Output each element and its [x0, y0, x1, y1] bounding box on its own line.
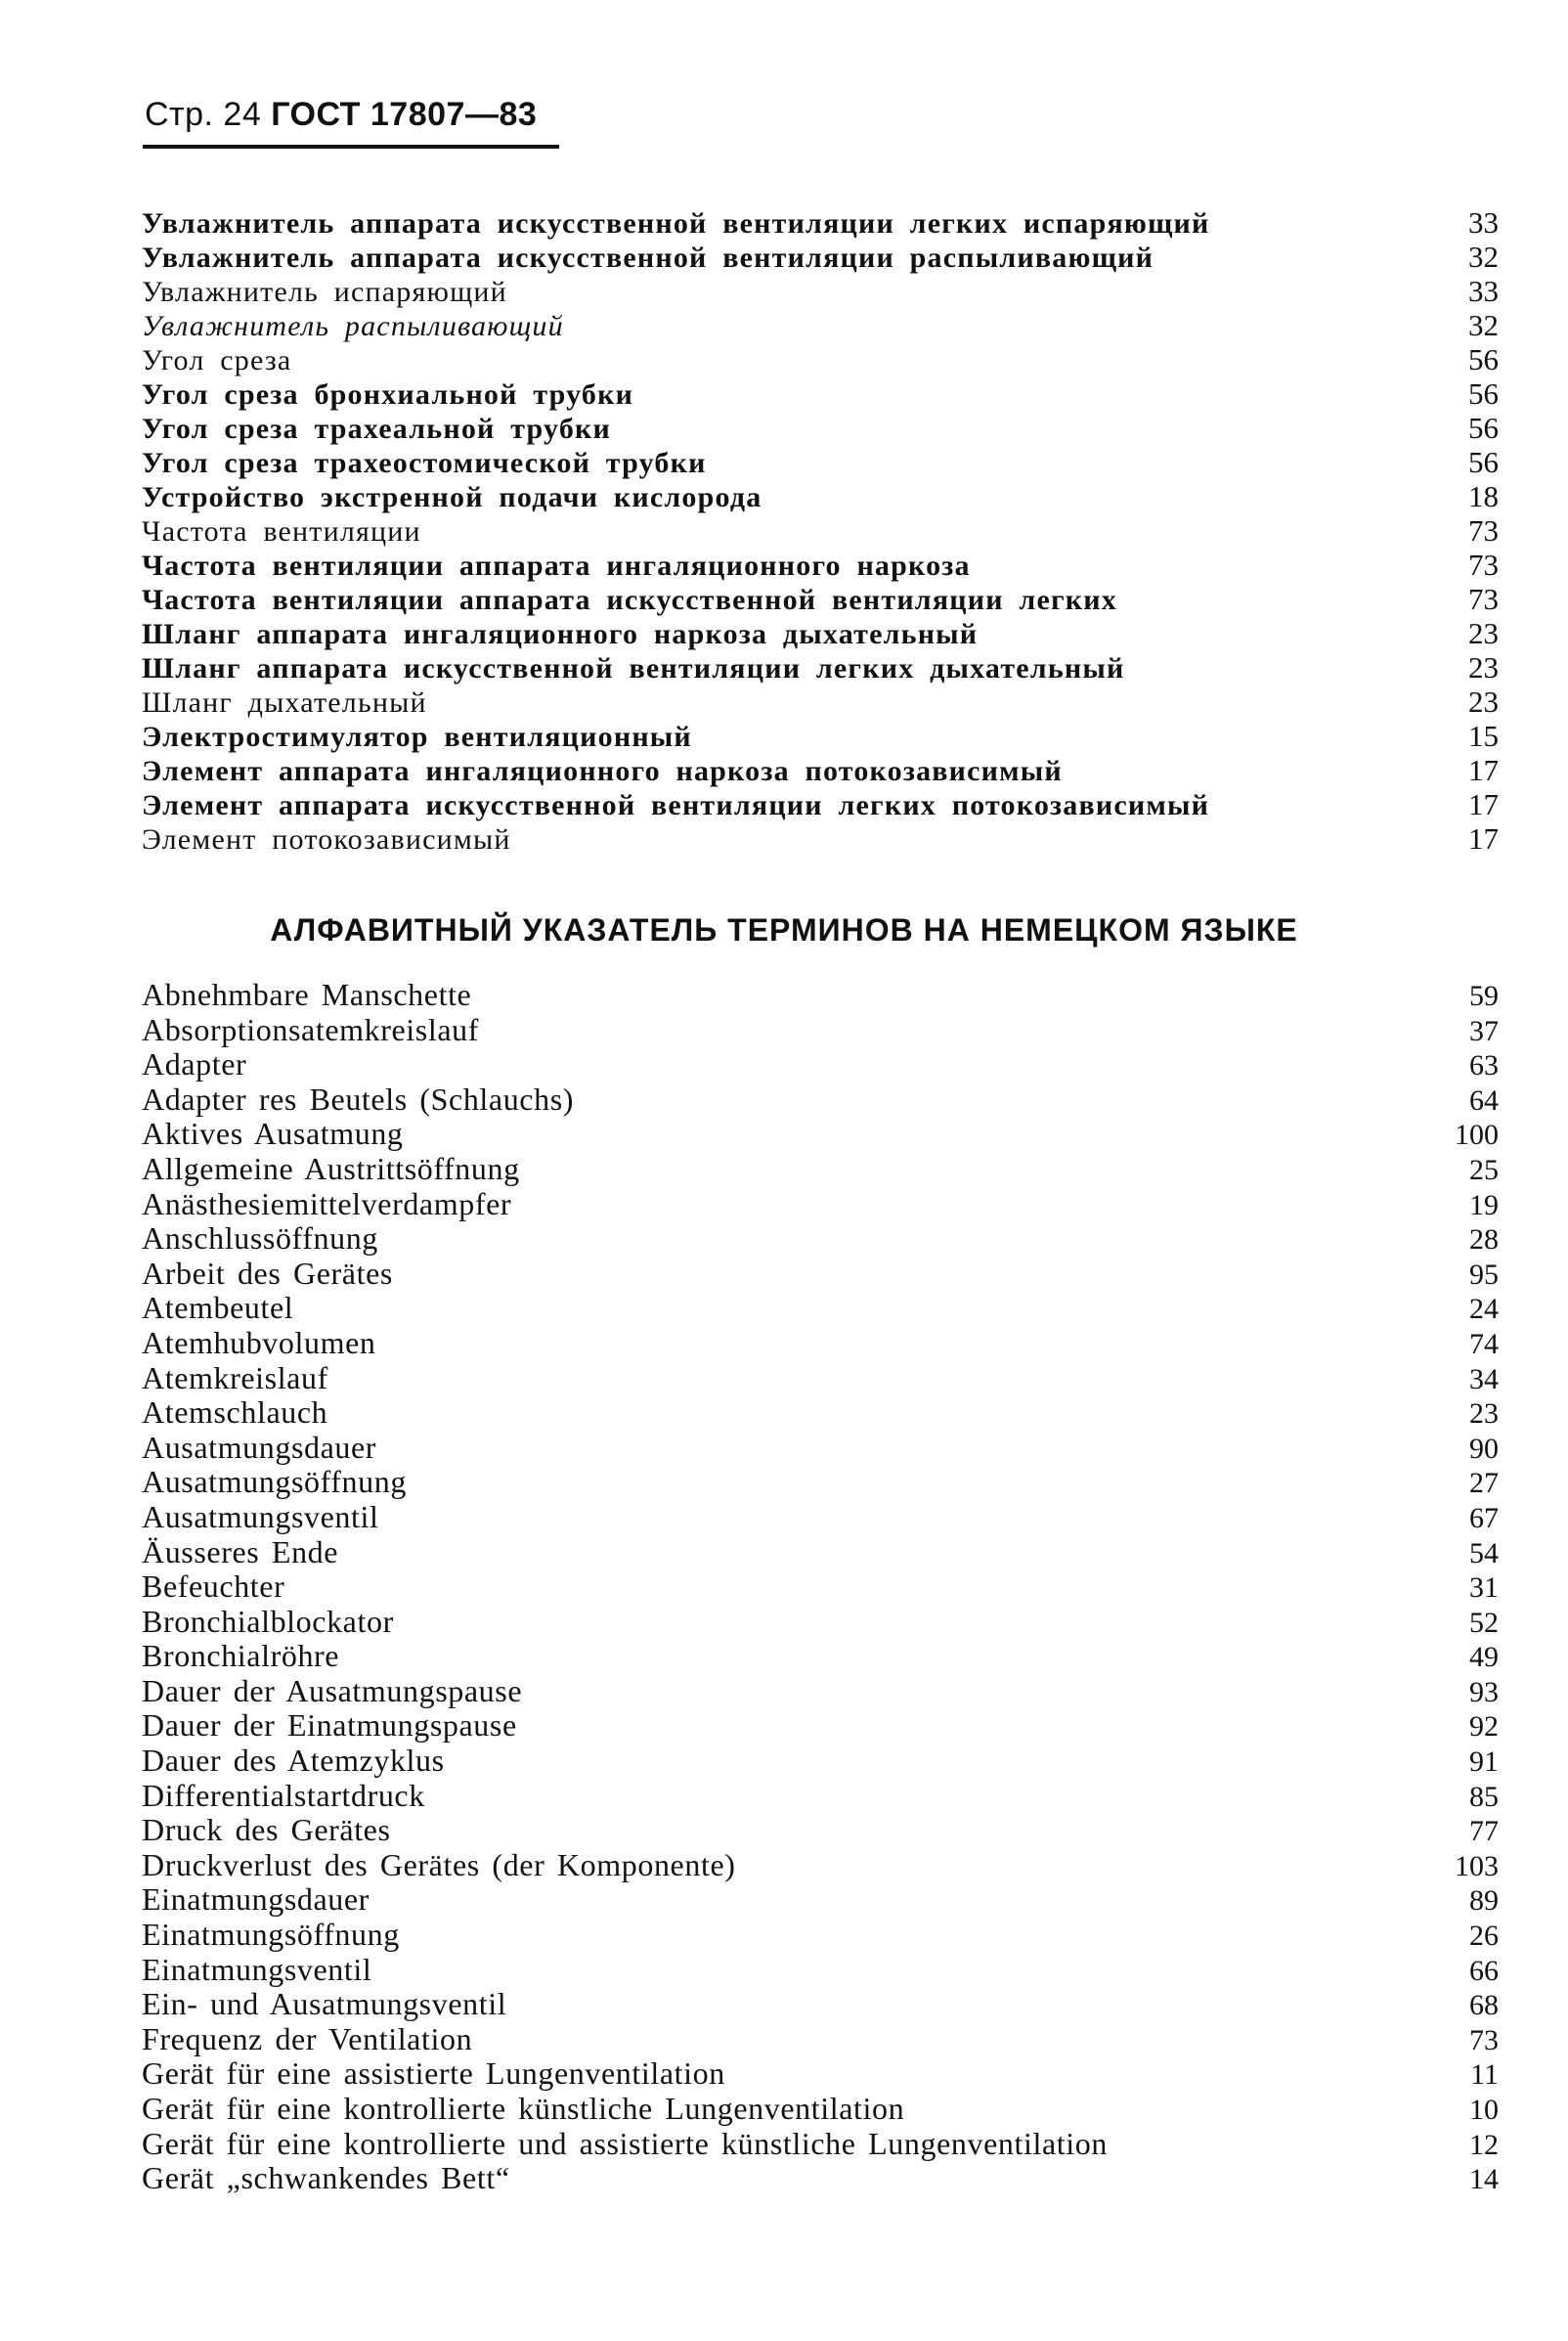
page-number: Стр. 24: [145, 96, 262, 133]
index-term: Элемент аппарата искусственной вентиляции легких потокозависимый: [142, 789, 1210, 821]
index-term: Einatmungsöffnung: [142, 1917, 400, 1953]
index-term: Atemhubvolumen: [142, 1324, 376, 1360]
index-term: Частота вентиляции аппарата искусственной вентиляции легких: [142, 584, 1117, 616]
standard-number: ГОСТ 17807—83: [271, 96, 538, 133]
german-index-row: [142, 1708, 1499, 1744]
russian-index-row: [142, 821, 1499, 856]
index-page-number: 74: [1469, 1327, 1499, 1360]
german-index-row: [142, 1918, 1499, 1953]
index-page-number: 89: [1469, 1884, 1499, 1918]
index-page-number: 24: [1469, 1293, 1499, 1326]
russian-index-row: [142, 685, 1499, 719]
index-term: Gerät „schwankendes Bett“: [142, 2160, 510, 2196]
german-index-row: [142, 1535, 1499, 1570]
index-page-number: 90: [1469, 1432, 1499, 1465]
index-page-number: 59: [1469, 980, 1499, 1012]
german-index-row: [142, 1326, 1499, 1361]
index-term: Шланг дыхательный: [142, 686, 427, 719]
index-page-number: 54: [1469, 1536, 1499, 1569]
index-term: Aktives Ausatmung: [142, 1116, 404, 1152]
index-term: Угол среза бронхиальной трубки: [142, 378, 634, 411]
index-term: Dauer der Ausatmungspause: [142, 1672, 523, 1708]
german-index-row: [142, 1569, 1499, 1605]
index-page-number: 23: [1468, 616, 1499, 650]
index-page-number: 103: [1455, 1849, 1499, 1882]
index-page-number: 28: [1469, 1223, 1499, 1257]
german-index-row: [142, 1291, 1499, 1326]
russian-index-row: [142, 616, 1499, 650]
russian-index-row: [142, 411, 1499, 445]
index-term: Bronchialröhre: [142, 1638, 340, 1674]
index-term: Ausatmungsventil: [142, 1498, 379, 1534]
index-term: Элемент аппарата ингаляционного наркоза потокозависимый: [142, 755, 1063, 787]
russian-index-row: [142, 342, 1499, 376]
index-term: Atembeutel: [142, 1290, 294, 1326]
german-index-row: [142, 2092, 1499, 2127]
german-index-row: [142, 1187, 1499, 1222]
index-page-number: 91: [1469, 1745, 1499, 1779]
index-page-number: 56: [1468, 411, 1499, 445]
index-page-number: 77: [1469, 1815, 1499, 1848]
german-index-row: [142, 2022, 1499, 2057]
index-term: Шланг аппарата искусственной вентиляции легких дыхательный: [142, 652, 1125, 685]
index-page-number: 66: [1469, 1954, 1499, 1987]
german-index-row: [142, 1605, 1499, 1640]
german-index-row: [142, 1848, 1499, 1883]
german-index-row: [142, 1221, 1499, 1257]
index-page-number: 73: [1468, 582, 1499, 616]
german-index-row: [142, 1639, 1499, 1674]
index-term: Adapter res Beutels (Schlauchs): [142, 1081, 575, 1117]
russian-index-row: [142, 479, 1499, 513]
index-term: Atemkreislauf: [142, 1359, 328, 1395]
index-term: Ausatmungsdauer: [142, 1429, 377, 1465]
index-term: Druck des Gerätes: [142, 1812, 391, 1848]
index-term: Dauer des Atemzyklus: [142, 1743, 445, 1779]
index-term: Увлажнитель распыливающий: [142, 310, 564, 342]
index-term: Einatmungsventil: [142, 1951, 372, 1987]
index-page-number: 73: [1468, 548, 1499, 582]
index-term: Atemschlauch: [142, 1394, 328, 1431]
russian-index-row: [142, 513, 1499, 548]
index-page-number: 34: [1469, 1362, 1499, 1395]
russian-index-row: [142, 787, 1499, 821]
index-page-number: 15: [1468, 719, 1499, 753]
page-header: [145, 96, 537, 134]
header-rule: [143, 145, 559, 149]
german-index-row: [142, 1013, 1499, 1048]
index-term: Частота вентиляции аппарата ингаляционного наркоза: [142, 550, 971, 582]
index-page-number: 32: [1468, 240, 1499, 274]
index-term: Увлажнитель аппарата искусственной вентиляции легких испаряющий: [142, 207, 1210, 240]
index-page-number: 56: [1468, 376, 1499, 411]
index-page-number: 11: [1470, 2058, 1499, 2092]
index-term: Frequenz der Ventilation: [142, 2020, 473, 2056]
index-term: Adapter: [142, 1046, 247, 1082]
index-page-number: 27: [1469, 1467, 1499, 1500]
index-term: Dauer der Einatmungspause: [142, 1707, 517, 1744]
index-page-number: 67: [1469, 1501, 1499, 1534]
index-page-number: 92: [1469, 1710, 1499, 1744]
index-page-number: 56: [1468, 445, 1499, 479]
index-term: Äusseres Ende: [142, 1533, 339, 1569]
russian-index-row: [142, 650, 1499, 685]
german-index-row: [142, 1257, 1499, 1292]
index-page-number: 64: [1469, 1083, 1499, 1117]
index-term: Anästhesiemittelverdampfer: [142, 1185, 512, 1221]
german-index-row: [142, 1674, 1499, 1709]
german-index-row: [142, 1500, 1499, 1535]
index-term: Allgemeine Austrittsöffnung: [142, 1150, 520, 1186]
index-page-number: 93: [1469, 1675, 1499, 1708]
russian-index-row: [142, 753, 1499, 787]
index-page-number: 49: [1469, 1641, 1499, 1674]
index-term: Gerät für eine kontrollierte künstliche Lungenventilation: [142, 2091, 905, 2126]
index-page-number: 17: [1468, 821, 1499, 856]
index-term: Absorptionsatemkreislauf: [142, 1011, 479, 1047]
german-index-row: [142, 1361, 1499, 1396]
german-index-row: [142, 1779, 1499, 1814]
german-index-row: [142, 1813, 1499, 1848]
index-page-number: 12: [1469, 2128, 1499, 2161]
index-page-number: 23: [1468, 650, 1499, 685]
russian-index-row: [142, 719, 1499, 753]
russian-index-row: [142, 240, 1499, 274]
russian-index-row: [142, 308, 1499, 342]
index-term: Bronchialblockator: [142, 1603, 394, 1639]
index-term: Увлажнитель аппарата искусственной вентиляции распыливающий: [142, 242, 1154, 274]
german-index-row: [142, 1431, 1499, 1466]
index-page-number: 31: [1469, 1571, 1499, 1605]
german-index-row: [142, 2056, 1499, 2092]
russian-index-row: [142, 205, 1499, 240]
russian-term-index: [142, 205, 1499, 856]
index-page-number: 95: [1469, 1258, 1499, 1291]
index-page-number: 63: [1469, 1049, 1499, 1082]
index-term: Электростимулятор вентиляционный: [142, 721, 692, 753]
index-term: Differentialstartdruck: [142, 1777, 425, 1813]
index-page-number: 73: [1468, 513, 1499, 548]
german-index-row: [142, 1744, 1499, 1779]
index-page-number: 14: [1469, 2163, 1499, 2196]
index-page-number: 26: [1469, 1920, 1499, 1953]
index-term: Einatmungsdauer: [142, 1881, 370, 1918]
german-index-row: [142, 1117, 1499, 1152]
german-index-row: [142, 1465, 1499, 1500]
index-page-number: 33: [1468, 205, 1499, 240]
index-term: Befeuchter: [142, 1568, 285, 1605]
index-page-number: 37: [1469, 1014, 1499, 1047]
russian-index-row: [142, 274, 1499, 308]
index-page-number: 52: [1469, 1606, 1499, 1639]
index-page-number: 68: [1469, 1989, 1499, 2022]
russian-index-row: [142, 582, 1499, 616]
index-term: Увлажнитель испаряющий: [142, 276, 507, 308]
index-page-number: 56: [1468, 342, 1499, 376]
german-index-row: [142, 1395, 1499, 1431]
index-term: Gerät für eine assistierte Lungenventilation: [142, 2055, 725, 2092]
index-term: Угол среза трахеостомической трубки: [142, 447, 707, 479]
index-term: Элемент потокозависимый: [142, 823, 511, 856]
index-term: Anschlussöffnung: [142, 1220, 378, 1257]
index-page-number: 17: [1468, 787, 1499, 821]
index-page-number: 19: [1469, 1188, 1499, 1221]
index-page-number: 10: [1469, 2094, 1499, 2126]
russian-index-row: [142, 548, 1499, 582]
section-title: АЛФАВИТНЫЙ УКАЗАТЕЛЬ ТЕРМИНОВ НА НЕМЕЦКОМ ЯЗЫКЕ: [270, 912, 1298, 948]
german-index-row: [142, 2161, 1499, 2196]
index-term: Gerät für eine kontrollierte und assistierte künstliche Lungenventilation: [142, 2125, 1108, 2161]
index-term: Druckverlust des Gerätes (der Komponente): [142, 1846, 736, 1882]
german-index-row: [142, 1882, 1499, 1918]
index-page-number: 100: [1455, 1119, 1499, 1152]
german-index-row: [142, 978, 1499, 1013]
german-index-row: [142, 2127, 1499, 2162]
index-term: Abnehmbare Manschette: [142, 977, 472, 1012]
german-index-row: [142, 1953, 1499, 1988]
index-page-number: 23: [1468, 685, 1499, 719]
index-page-number: 25: [1469, 1153, 1499, 1186]
german-index-row: [142, 1152, 1499, 1187]
german-index-row: [142, 1082, 1499, 1118]
index-term: Угол среза трахеальной трубки: [142, 413, 611, 445]
index-page-number: 73: [1469, 2023, 1499, 2056]
index-term: Ausatmungsöffnung: [142, 1464, 407, 1500]
index-term: Arbeit des Gerätes: [142, 1255, 393, 1291]
german-index-row: [142, 1047, 1499, 1082]
index-term: Шланг аппарата ингаляционного наркоза дыхательный: [142, 618, 979, 650]
index-term: Угол среза: [142, 344, 292, 376]
index-page-number: 23: [1469, 1397, 1499, 1431]
german-term-index: [142, 978, 1499, 2196]
index-term: Устройство экстренной подачи кислорода: [142, 481, 762, 513]
index-term: Ein- und Ausatmungsventil: [142, 1986, 507, 2022]
index-page-number: 85: [1469, 1780, 1499, 1813]
index-page-number: 33: [1468, 274, 1499, 308]
russian-index-row: [142, 445, 1499, 479]
russian-index-row: [142, 376, 1499, 411]
index-page-number: 18: [1468, 479, 1499, 513]
german-index-row: [142, 1987, 1499, 2022]
index-page-number: 17: [1468, 753, 1499, 787]
index-page-number: 32: [1468, 308, 1499, 342]
index-term: Частота вентиляции: [142, 515, 421, 548]
